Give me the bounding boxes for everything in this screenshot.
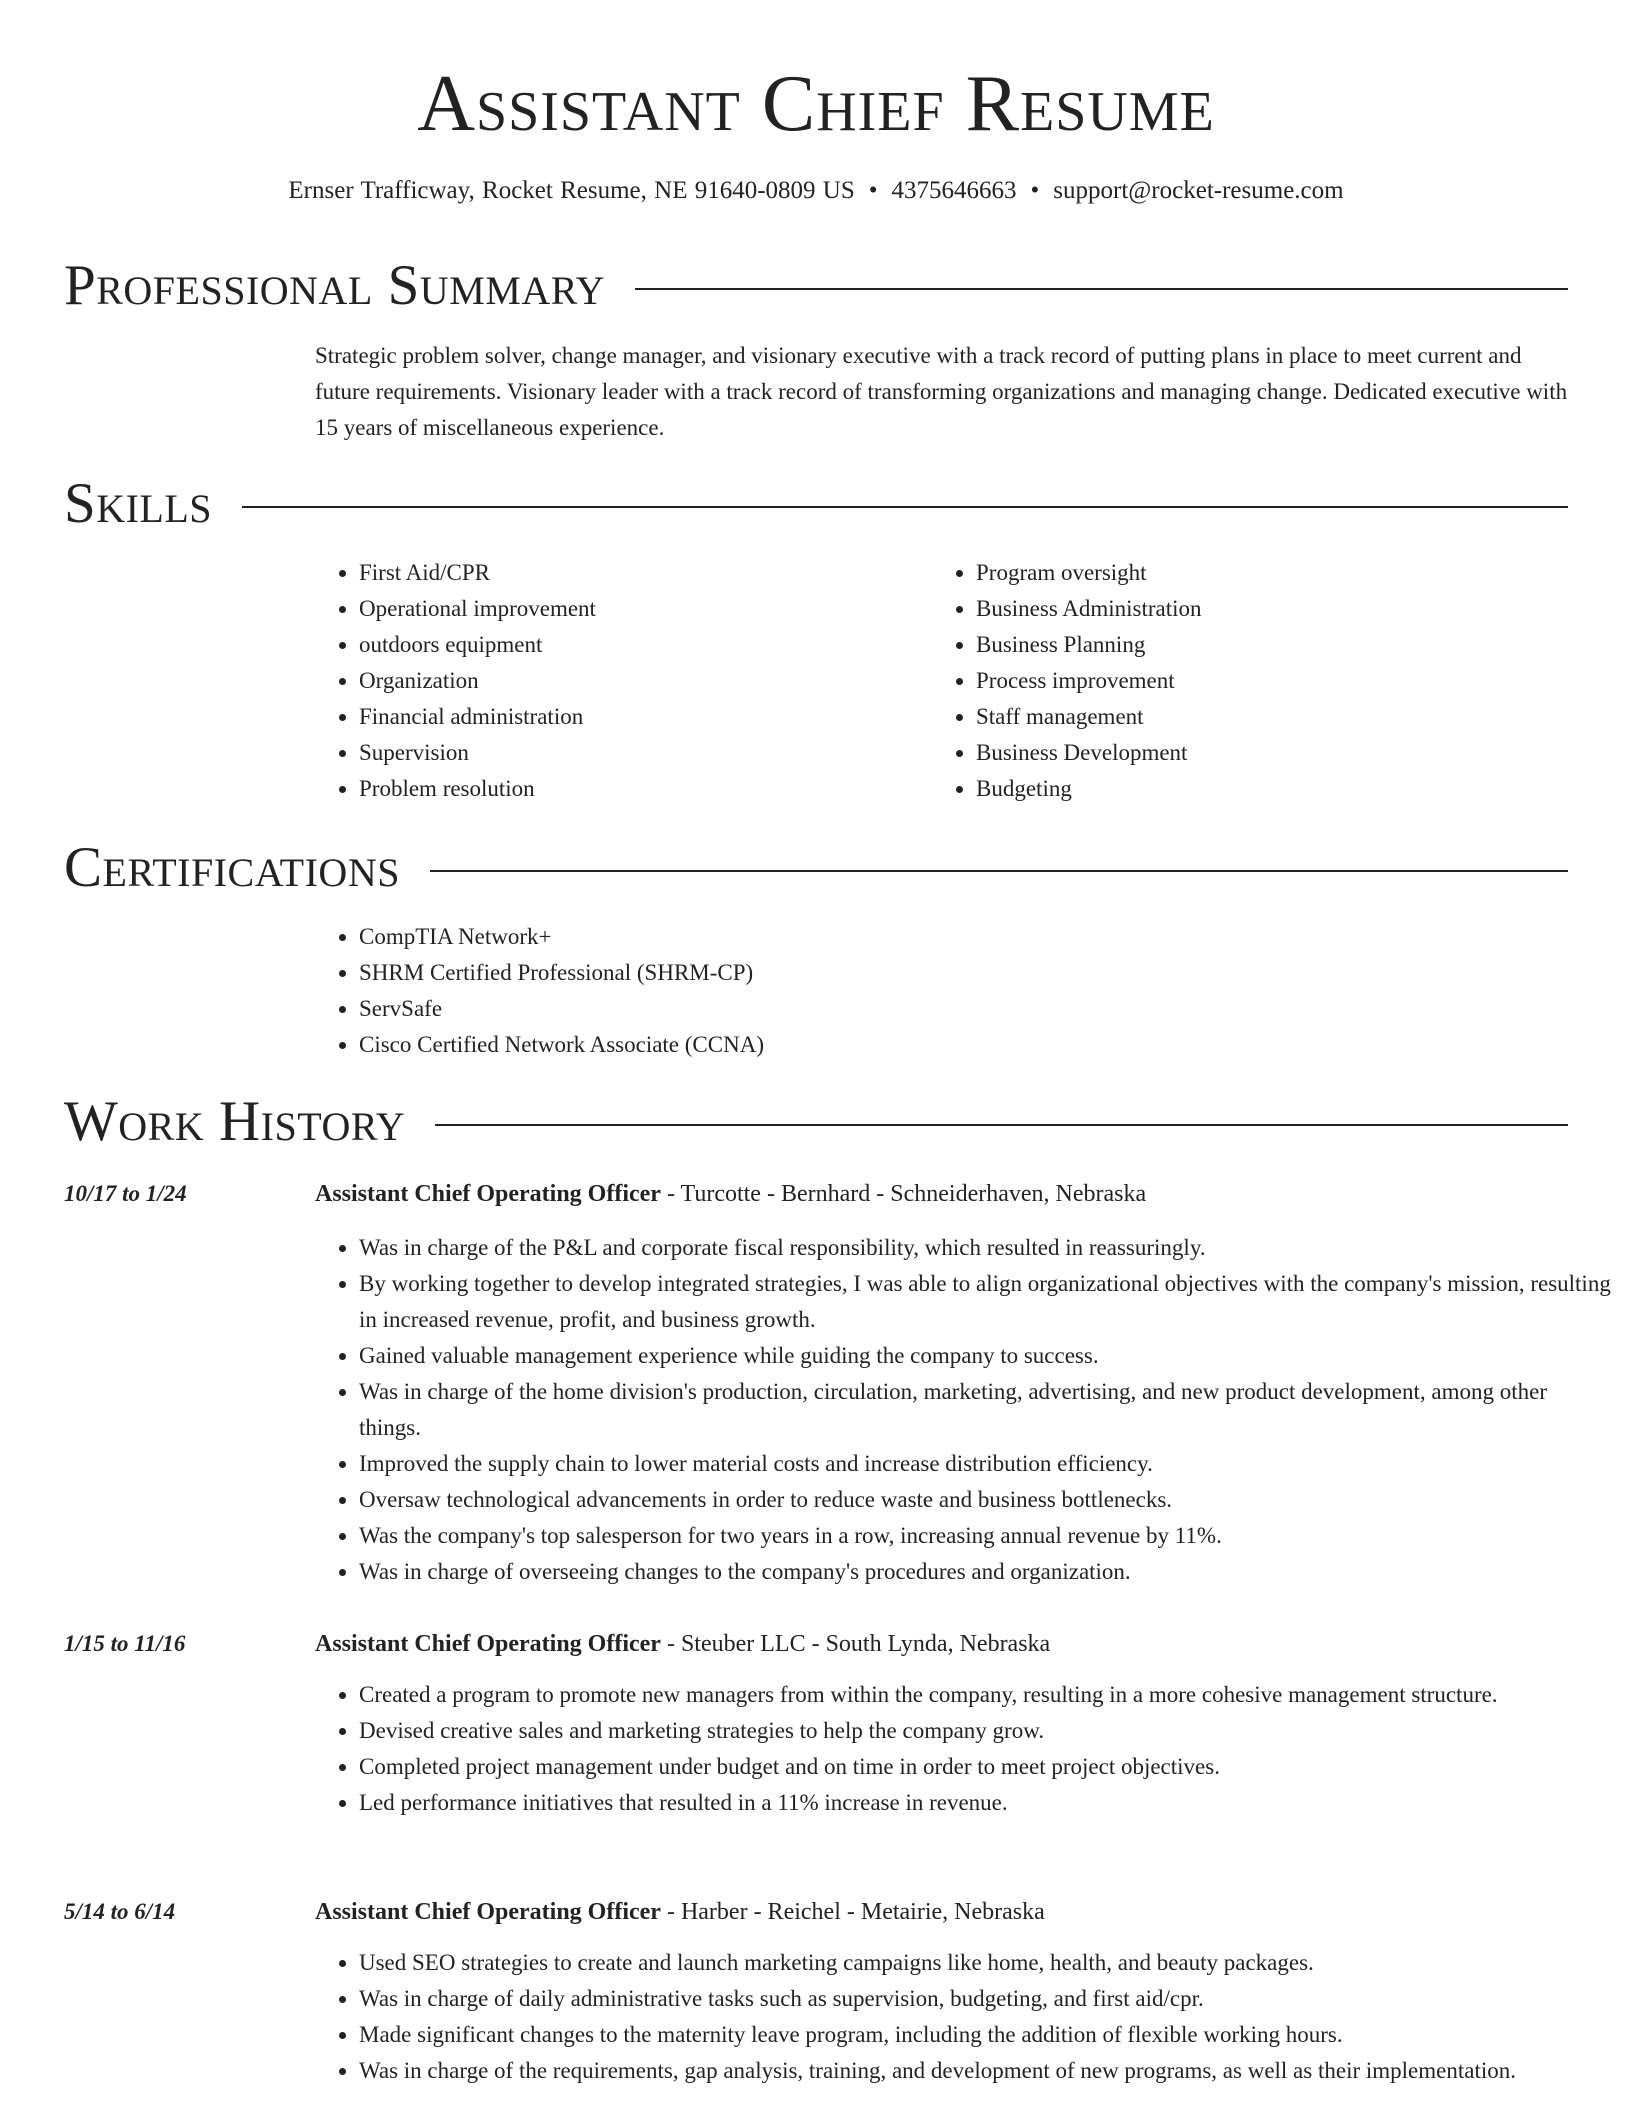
job-duty: • Was in charge of the P&L and corporate fiscal responsibility, which resulted in reassuringly. — [359, 1230, 1614, 1266]
job-company: - Turcotte - Bernhard - Schneiderhaven, Nebraska — [660, 1181, 1147, 1207]
job-title: Assistant Chief Operating Officer — [315, 1181, 661, 1207]
work-history-section-header — [64, 1092, 1568, 1152]
skill-item: • Business Administration — [976, 591, 1576, 627]
skill-item: • Organization — [359, 663, 959, 699]
job-heading — [315, 1178, 1570, 1210]
job-duties-list — [315, 1230, 1614, 1590]
job-heading — [315, 1628, 1570, 1660]
section-heading-certifications: Certifications — [64, 836, 400, 899]
skill-item: • Business Development — [976, 735, 1576, 771]
section-divider — [430, 870, 1568, 872]
skill-item: • Staff management — [976, 699, 1576, 735]
job-duty: • Was in charge of the requirements, gap analysis, training, and development of new programs, as well as their implementation. — [359, 2053, 1614, 2089]
job-duty: • Was the company's top salesperson for two years in a row, increasing annual revenue by 11%. — [359, 1518, 1614, 1554]
contact-separator: • — [868, 177, 878, 204]
job-duty: • Gained valuable management experience while guiding the company to success. — [359, 1338, 1614, 1374]
section-divider — [242, 506, 1568, 508]
skill-item: • Supervision — [359, 735, 959, 771]
contact-address: Ernser Trafficway, Rocket Resume, NE 91640-0809 US — [288, 177, 855, 204]
job-duty: • By working together to develop integrated strategies, I was able to align organizational objectives with the company's mission, resulting in increased revenue, profit, and business growth. — [359, 1266, 1614, 1338]
section-divider — [435, 1124, 1568, 1126]
contact-separator: • — [1030, 177, 1040, 204]
job-duties-list — [315, 1945, 1614, 2089]
job-duty: • Completed project management under budget and on time in order to meet project objectives. — [359, 1749, 1614, 1785]
section-heading-summary: Professional Summary — [64, 254, 606, 317]
section-heading-skills: Skills — [64, 472, 213, 535]
job-duty: • Was in charge of the home division's production, circulation, marketing, advertising, and new product development, among other things. — [359, 1374, 1614, 1446]
job-dates: 1/15 to 11/16 — [64, 1631, 186, 1656]
skill-item: • Operational improvement — [359, 591, 959, 627]
summary-text: Strategic problem solver, change manager, and visionary executive with a track record of putting plans in place to meet current and future requirements. Visionary leader with a track record of transforming organizations and managing change. Dedicated executive with 15 years of miscellaneous experience. — [315, 343, 1568, 440]
job-duty: • Made significant changes to the maternity leave program, including the addition of flexible working hours. — [359, 2017, 1614, 2053]
job-company: - Steuber LLC - South Lynda, Nebraska — [660, 1631, 1051, 1657]
skill-item: • Process improvement — [976, 663, 1576, 699]
certification-item: • SHRM Certified Professional (SHRM-CP) — [359, 955, 1559, 991]
contact-phone: 4375646663 — [891, 177, 1017, 204]
job-heading — [315, 1896, 1570, 1928]
job-duties-list — [315, 1677, 1614, 1821]
certifications-section-header — [64, 838, 1568, 898]
skills-list-right — [932, 555, 1576, 807]
certification-item: • CompTIA Network+ — [359, 919, 1559, 955]
certification-item: • Cisco Certified Network Associate (CCNA) — [359, 1027, 1559, 1063]
contact-email: support@rocket-resume.com — [1053, 177, 1344, 204]
job-duty: • Led performance initiatives that resulted in a 11% increase in revenue. — [359, 1785, 1614, 1821]
job-title: Assistant Chief Operating Officer — [315, 1899, 661, 1925]
certification-item: • ServSafe — [359, 991, 1559, 1027]
skill-item: • outdoors equipment — [359, 627, 959, 663]
skill-item: • Program oversight — [976, 555, 1576, 591]
skills-section-header — [64, 474, 1568, 534]
job-duty: • Improved the supply chain to lower material costs and increase distribution efficiency. — [359, 1446, 1614, 1482]
job-dates: 5/14 to 6/14 — [64, 1899, 176, 1924]
job-duty: • Was in charge of daily administrative tasks such as supervision, budgeting, and first aid/cpr. — [359, 1981, 1614, 2017]
summary-section-header — [64, 256, 1568, 316]
job-company: - Harber - Reichel - Metairie, Nebraska — [660, 1899, 1045, 1925]
contact-line — [0, 175, 1632, 207]
skill-item: • Budgeting — [976, 771, 1576, 807]
job-duty: • Was in charge of overseeing changes to the company's procedures and organization. — [359, 1554, 1614, 1590]
job-duty: • Used SEO strategies to create and launch marketing campaigns like home, health, and beauty packages. — [359, 1945, 1614, 1981]
skill-item: • Business Planning — [976, 627, 1576, 663]
section-heading-work-history: Work History — [64, 1090, 406, 1153]
skill-item: • Financial administration — [359, 699, 959, 735]
job-dates: 10/17 to 1/24 — [64, 1181, 187, 1206]
skill-item: • Problem resolution — [359, 771, 959, 807]
certifications-list — [315, 919, 1559, 1063]
job-title: Assistant Chief Operating Officer — [315, 1631, 661, 1657]
skill-item: • First Aid/CPR — [359, 555, 959, 591]
job-duty: • Devised creative sales and marketing strategies to help the company grow. — [359, 1713, 1614, 1749]
job-duty: • Created a program to promote new managers from within the company, resulting in a more cohesive management structure. — [359, 1677, 1614, 1713]
job-duty: • Oversaw technological advancements in order to reduce waste and business bottlenecks. — [359, 1482, 1614, 1518]
skills-list-left — [315, 555, 959, 807]
section-divider — [635, 288, 1568, 290]
resume-title: Assistant Chief Resume — [417, 60, 1215, 148]
